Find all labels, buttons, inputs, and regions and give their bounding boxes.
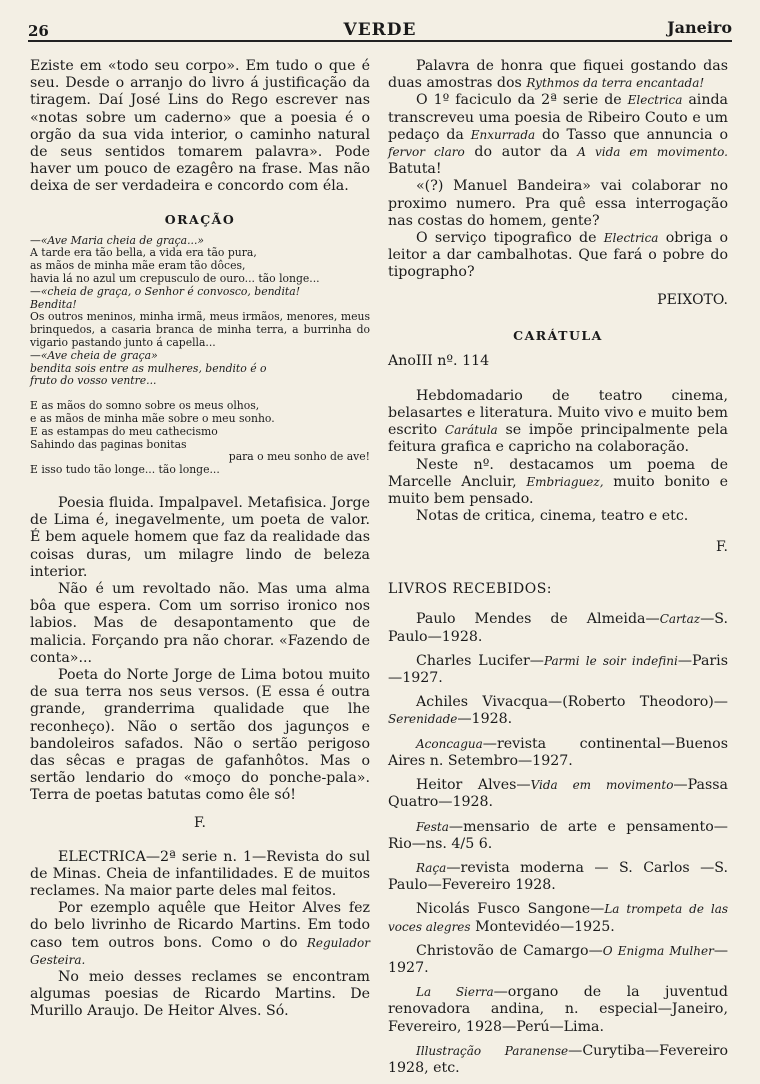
caratula-issue: AnoIII nº. 114	[388, 352, 490, 369]
electrica-comment: O serviço tipografico de Electrica obriga o leitor a dar cambalhotas. Que fará o pobre do tipographo?	[388, 230, 728, 281]
poem-title: ORAÇÃO	[164, 211, 236, 227]
book-entry: Aconcagua—revista continental—Buenos Aires n. Setembro—1927.	[388, 735, 728, 769]
electrica-comment: Palavra de honra que fiquei gostando das duas amostras dos Rythmos da terra encantada!	[388, 58, 728, 92]
book-entry: Festa—mensario de arte e pensamento—Rio—ns. 4/5 6.	[388, 818, 728, 852]
left-column	[30, 58, 370, 1021]
electrica-comment: «(?) Manuel Bandeira» vai colaborar no proximo numero. Pra quê essa interrogação nas costas do homem, gente?	[388, 178, 728, 229]
right-column	[388, 58, 728, 1084]
book-entry: Charles Lucifer—Parmi le soir indefini—Paris—1927.	[388, 652, 728, 687]
magazine-title: VERDE	[343, 20, 417, 40]
signature: F.	[716, 539, 728, 556]
signature-peixoto: PEIXOTO.	[657, 291, 728, 308]
poem-line: bendita sois entre as mulheres, bendito é o	[30, 361, 267, 375]
poem-line: as mãos de minha mãe eram tão dôces,	[30, 259, 246, 273]
caratula-paragraph: Hebdomadario de teatro cinema, belasartes e literatura. Muito vivo e muito bem escrito Carátula se impõe principalmente pela feitura grafica e capricho na colaboração.	[388, 387, 728, 456]
caratula-paragraph: Neste nº. destacamos um poema de Marcelle Ancluir, Embriaguez, muito bonito e muito bem pensado.	[388, 456, 729, 508]
book-entry: Raça—revista moderna — S. Carlos —S. Paulo—Fevereiro 1928.	[388, 859, 728, 894]
review-paragraph: Poesia fluida. Impalpavel. Metafisica. Jorge de Lima é, inegavelmente, um poeta de valor. É bem aquele homem que faz da realidade das coisas duras, um milagre lindo de beleza interior.	[30, 494, 370, 580]
poem-line: Os outros meninos, minha irmã, meus irmãos, menores, meus brinquedos, a casaria branca de minha terra, a burrinha do vigario pastando junto á capella...	[30, 310, 370, 349]
intro-paragraph: Eziste em «todo seu corpo». Em tudo o que é seu. Desde o arranjo do livro á justificação da tiragem. Daí José Lins do Rego escrever nas «notas sobre um caderno» que a poesia é o orgão da sua vida interior, o caminho natural de seus sentidos tomarem palavra». Pode haver um pouco de ezagêro na frase. Mas não deixa de ser verdadeira e concordo com éla.	[30, 58, 370, 195]
electrica-paragraph: Por ezemplo aquêle que Heitor Alves fez do belo livrinho de Ricardo Martins. Em todo caso tem outros bons. Como o do Regulador Gesteira.	[30, 900, 370, 967]
poem-line: E isso tudo tão longe... tão longe...	[30, 463, 220, 477]
poem-line: e as mãos de minha mãe sobre o meu sonho.	[30, 411, 275, 425]
signature: F.	[194, 814, 206, 831]
book-entry: Illustração Paranense—Curytiba—Fevereiro 1928, etc.	[388, 1042, 728, 1076]
poem-oracao	[30, 235, 370, 477]
caratula-paragraph: Notas de critica, cinema, teatro e etc.	[416, 508, 689, 525]
caratula-title: CARÁTULA	[513, 327, 603, 343]
electrica-paragraph: ELECTRICA—2ª serie n. 1—Revista do sul de Minas. Cheia de infantilidades. E de muitos reclames. Na maior parte deles mal feitos.	[30, 848, 370, 900]
book-entry: La Sierra—organo de la juventud renovadora andina, n. especial—Janeiro, Fevereiro, 1928—Perú—Lima.	[388, 984, 728, 1035]
electrica-comment: O 1º faciculo da 2ª serie de Electrica ainda transcreveu uma poesia de Ribeiro Couto e um pedaço da Enxurrada do Tasso que annuncia o fervor claro do autor da A vida em movimento. Batuta!	[388, 92, 729, 178]
electrica-paragraph: No meio desses reclames se encontram algumas poesias de Ricardo Martins. De Murillo Araujo. De Heitor Alves. Só.	[30, 969, 370, 1020]
poem-line: para o meu sonho de ave!	[228, 450, 370, 464]
review-paragraph: Poeta do Norte Jorge de Lima botou muito de sua terra nos seus versos. (E essa é outra grande, granderrima qualidade que lhe reconheço). Não o sertão dos jagunços e bandoleiros safados. Não o sertão perigoso das sêcas e pragas de gafanhôtos. Mas o sertão lendario do «moço do ponche-pala». Terra de poetas batutas como êle só!	[30, 667, 370, 804]
poem-line: —«Ave cheia de graça»	[30, 348, 158, 362]
header-rule	[28, 40, 732, 42]
page-header	[28, 12, 732, 42]
book-entry: Christovão de Camargo—O Enigma Mulher—1927.	[388, 942, 728, 976]
book-entry: Heitor Alves—Vida em movimento—Passa Quatro—1928.	[388, 777, 728, 811]
poem-line: E as mãos do somno sobre os meus olhos,	[30, 399, 260, 413]
poem-line: havia lá no azul um crepusculo de ouro... tão longe...	[30, 272, 320, 286]
poem-line: Bendita!	[30, 297, 77, 311]
review-paragraph: Não é um revoltado não. Mas uma alma bôa que espera. Com um sorriso ironico nos labios. Mas de desapontamento que de malicia. Forçando pra não chorar. «Fazendo de conta»...	[30, 580, 370, 666]
poem-line: —«cheia de graça, o Senhor é convosco, bendita!	[30, 284, 301, 298]
poem-line: E as estampas do meu cathecismo	[30, 424, 218, 438]
books-heading: LIVROS RECEBIDOS:	[388, 581, 553, 598]
book-entry: Achiles Vivacqua—(Roberto Theodoro)—Serenidade—1928.	[388, 694, 728, 728]
poem-line: fruto do vosso ventre...	[30, 374, 157, 388]
book-entry: Paulo Mendes de Almeida—Cartaz—S. Paulo—1928.	[388, 611, 728, 645]
page-number: 26	[28, 22, 49, 40]
issue-month: Janeiro	[667, 18, 732, 37]
poem-line: A tarde era tão bella, a vida era tão pura,	[30, 246, 257, 260]
poem-line: —«Ave Maria cheia de graça...»	[30, 233, 204, 247]
book-entry: Nicolás Fusco Sangone—La trompeta de las voces alegres Montevidéo—1925.	[388, 901, 729, 935]
poem-line: Sahindo das paginas bonitas	[30, 437, 187, 451]
